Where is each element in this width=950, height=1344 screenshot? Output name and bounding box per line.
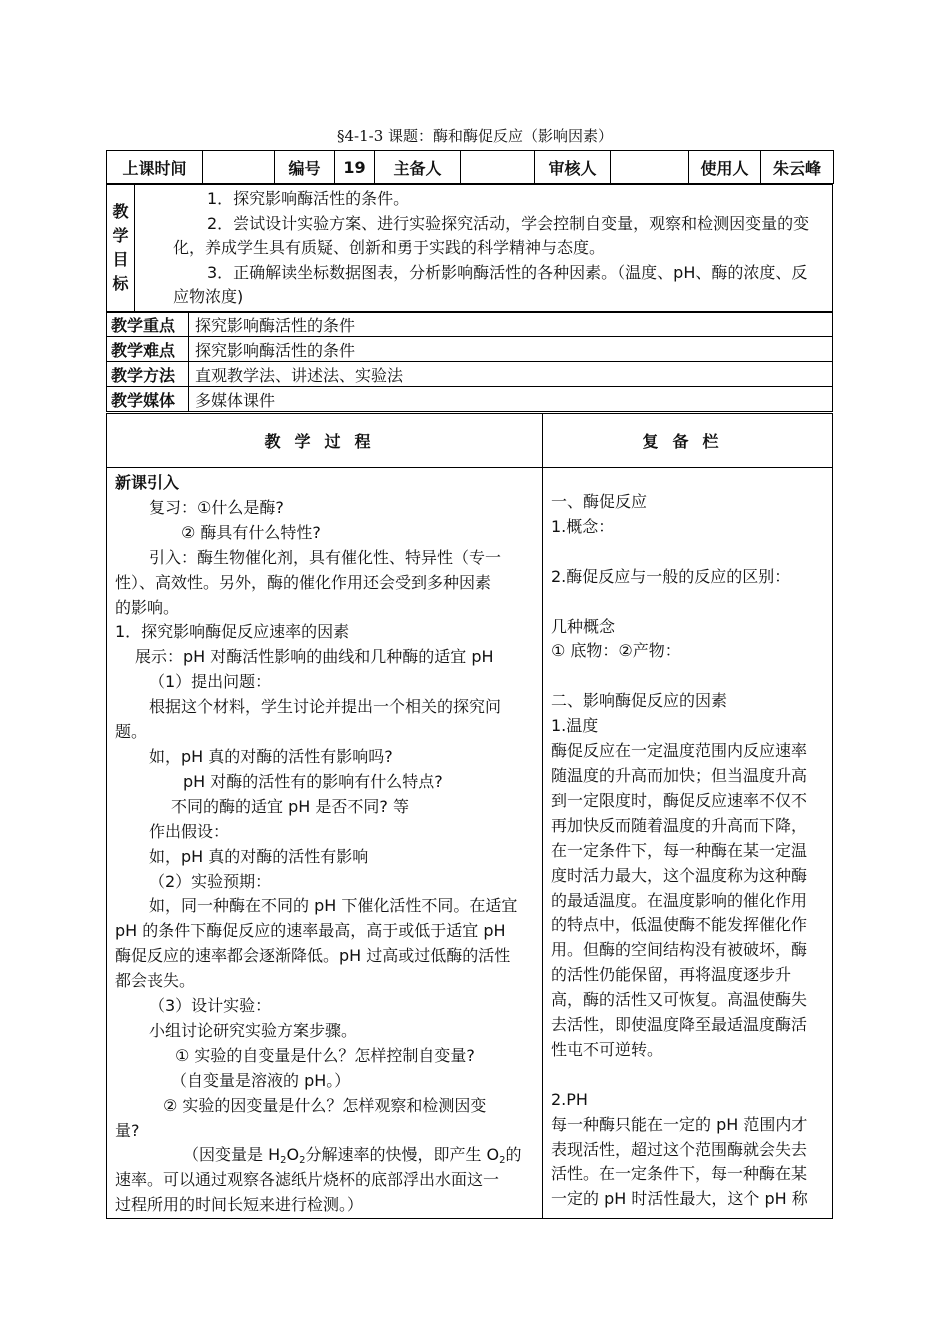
review-line: 度时活力最大，这个温度称为这种酶 (551, 865, 808, 885)
key-point-value: 探究影响酶活性的条件 (189, 312, 833, 337)
review-line: 的最适温度。在温度影响的催化作用 (551, 890, 808, 910)
review-line: 再加快反而随着温度的升高而下降， (551, 815, 808, 835)
review-line (551, 664, 826, 689)
process-line: （2）实验预期： (149, 871, 272, 891)
process-line (115, 1143, 536, 1168)
goals-label (107, 185, 135, 313)
formula-text: 的 (505, 1145, 522, 1165)
process-line: （自变量是溶液的 pH。） (171, 1070, 351, 1090)
process-header: 教学过程 (107, 414, 543, 468)
process-line: ② 实验的因变量是什么？怎样观察和检测因变 (163, 1095, 487, 1115)
review-line: 表现活性，超过这个范围酶就会失去 (551, 1139, 808, 1159)
media-label: 教学媒体 (107, 387, 189, 412)
process-line: 如，pH 真的对酶的活性有影响吗? (149, 746, 393, 766)
formula-subscript: 2 (280, 1155, 287, 1167)
formula-subscript: 2 (499, 1155, 506, 1167)
goal-line: 2．尝试设计实验方案、进行实验探究活动，学会控制自变量，观察和检测因变量的变 (207, 213, 810, 233)
goals-label-char: 目 (112, 250, 129, 270)
formula-text: 分解速率的快慢，即产生 O (305, 1145, 500, 1165)
process-line: 如，同一种酶在不同的 pH 下催化活性不同。在适宜 (149, 896, 518, 916)
goal-line: 3．正确解读坐标数据图表，分析影响酶活性的各种因素。（温度、pH、酶的浓度、反 (207, 262, 808, 282)
review-line: 一、酶促反应 (551, 492, 648, 511)
review-line: 用。但酶的空间结构没有被破坏，酶 (551, 940, 808, 960)
class-time-label: 上课时间 (107, 151, 203, 184)
key-point-label: 教学重点 (107, 312, 189, 337)
review-line (551, 590, 826, 615)
process-line: 题。 (115, 722, 148, 742)
review-line: 的特点中，低温使酶不能发挥催化作 (551, 915, 808, 935)
media-value: 多媒体课件 (189, 387, 833, 412)
review-line: 到一定限度时，酶促反应速率不仅不 (551, 790, 808, 810)
goals-label-char: 标 (112, 274, 129, 294)
process-line: 小组讨论研究实验方案步骤。 (149, 1020, 358, 1040)
preparer-label: 主备人 (375, 151, 461, 184)
class-time-value (203, 151, 275, 184)
method-value: 直观教学法、讲述法、实验法 (189, 362, 833, 387)
review-line: 随温度的升高而加快；但当温度升高 (551, 765, 808, 785)
process-line: 量? (115, 1120, 140, 1140)
process-line: 都会丧失。 (115, 971, 196, 991)
number-value: 19 (335, 151, 375, 184)
goal-line: 应物浓度) (173, 287, 244, 306)
process-line: 速率。可以通过观察各滤纸片烧杯的底部浮出水面这一 (115, 1170, 500, 1190)
review-line (551, 1063, 826, 1088)
review-line: 性屯不可逆转。 (551, 1039, 664, 1059)
number-label: 编号 (275, 151, 335, 184)
process-line: 酶促反应的速率都会逐渐降低。pH 过高或过低酶的活性 (115, 946, 511, 966)
goals-table (106, 184, 833, 313)
process-line: 1．探究影响酶促反应速率的因素 (115, 622, 350, 642)
review-line: 活性。在一定条件下，每一种酶在某 (551, 1164, 808, 1184)
review-body (543, 468, 833, 1219)
review-line: 去活性，即使温度降至最适温度酶活 (551, 1015, 808, 1035)
process-line: 复习：①什么是酶? (149, 497, 284, 517)
goals-content (135, 185, 833, 313)
formula-text: O (286, 1145, 300, 1165)
goals-label-char: 教 (112, 202, 129, 222)
header-table (106, 150, 834, 184)
process-line: 不同的酶的适宜 pH 是否不同? 等 (171, 796, 409, 816)
review-line: 高，酶的活性又可恢复。高温使酶失 (551, 990, 808, 1010)
formula-subscript: 2 (299, 1155, 306, 1167)
process-body (107, 468, 543, 1219)
process-line: 性）、高效性。另外，酶的催化作用还会受到多种因素 (115, 572, 492, 592)
review-line: 1.概念： (551, 516, 615, 536)
review-line: 二、影响酶促反应的因素 (551, 691, 728, 711)
document-title: §4-1-3 课题：酶和酶促反应（影响因素） (336, 127, 614, 145)
review-line: 在一定条件下，每一种酶在某一定温 (551, 840, 808, 860)
process-line: （1）提出问题： (149, 672, 272, 692)
review-header: 复备栏 (543, 414, 833, 468)
goal-line: 1．探究影响酶活性的条件。 (207, 189, 410, 208)
review-line: 一定的 pH 时活性最大，这个 pH 称 (551, 1189, 808, 1209)
user-label: 使用人 (689, 151, 761, 184)
goal-line: 化，养成学生具有质疑、创新和勇于实践的科学精神与态度。 (173, 238, 606, 257)
process-line: ① 实验的自变量是什么？怎样控制自变量? (175, 1045, 475, 1065)
info-table (106, 311, 833, 412)
process-table (106, 413, 833, 1219)
process-line: 新课引入 (115, 473, 180, 492)
process-line: 引入：酶生物催化剂，具有催化性、特异性（专一 (149, 547, 502, 567)
goals-label-char: 学 (112, 226, 129, 246)
review-line: 酶促反应在一定温度范围内反应速率 (551, 741, 808, 761)
process-line: 根据这个材料，学生讨论并提出一个相关的探究问 (149, 697, 502, 717)
user-value: 朱云峰 (761, 151, 834, 184)
process-line: pH 对酶的活性有的影响有什么特点? (183, 771, 443, 791)
method-label: 教学方法 (107, 362, 189, 387)
review-line: 2.PH (551, 1089, 588, 1109)
process-line: 过程所用的时间长短来进行检测。） (115, 1195, 364, 1215)
difficulty-value: 探究影响酶活性的条件 (189, 337, 833, 362)
process-line: 如，pH 真的对酶的活性有影响 (149, 846, 369, 866)
formula-text: （因变量是 H (183, 1145, 281, 1165)
process-line: （3）设计实验： (149, 996, 272, 1016)
process-line: ② 酶具有什么特性? (181, 522, 321, 542)
process-line: 的影响。 (115, 597, 180, 617)
process-line: 展示：pH 对酶活性影响的曲线和几种酶的适宜 pH (135, 647, 494, 667)
reviewer-value (611, 151, 689, 184)
reviewer-label: 审核人 (535, 151, 611, 184)
review-line: 的活性仍能保留，再将温度逐步升 (551, 965, 792, 985)
preparer-value (461, 151, 535, 184)
review-line (551, 540, 826, 565)
review-line: ① 底物：②产物： (551, 641, 681, 661)
review-line: 2.酶促反应与一般的反应的区别： (551, 566, 791, 586)
difficulty-label: 教学难点 (107, 337, 189, 362)
process-line: 作出假设： (149, 821, 230, 841)
review-line: 每一种酶只能在一定的 pH 范围内才 (551, 1114, 808, 1134)
review-line: 1.温度 (551, 716, 599, 736)
process-line: pH 的条件下酶促反应的速率最高，高于或低于适宜 pH (115, 921, 506, 941)
review-line: 几种概念 (551, 616, 616, 636)
